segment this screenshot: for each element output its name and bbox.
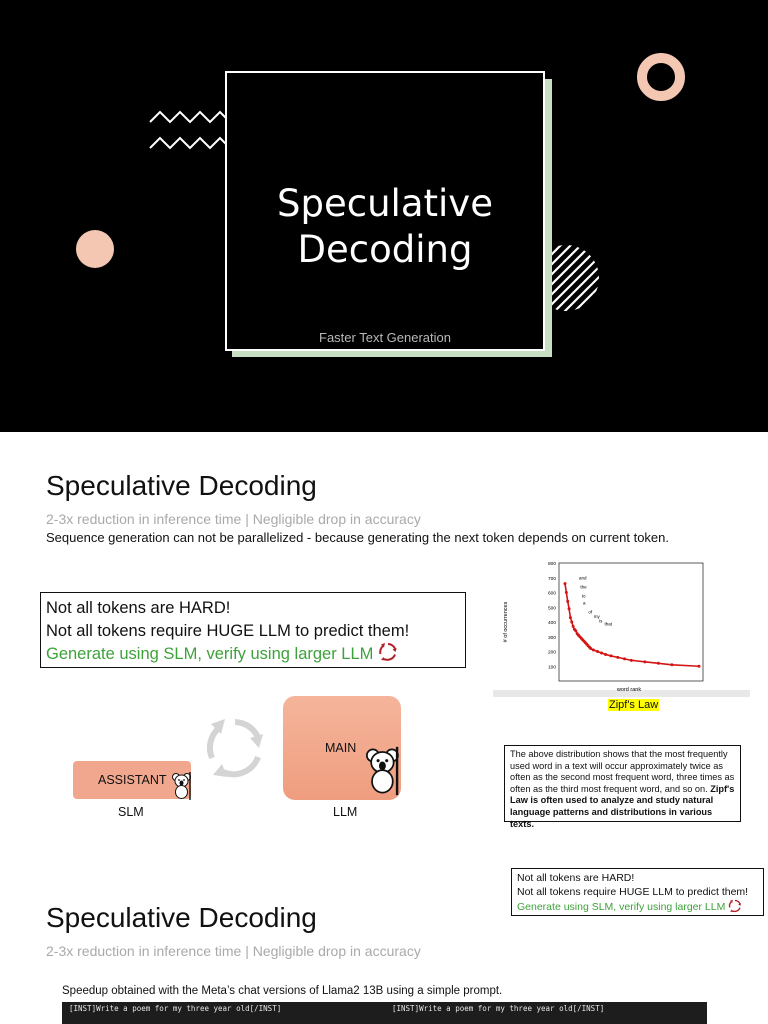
y-tick-label: 200 xyxy=(547,650,556,656)
data-point xyxy=(604,653,607,656)
speedup-caption: Speedup obtained with the Meta’s chat versions of Llama2 13B using a simple prompt. xyxy=(62,985,503,997)
point-label: a xyxy=(583,600,586,606)
main-label: MAIN xyxy=(325,741,357,755)
tokens-small-line-2: Not all tokens require HUGE LLM to predict them! xyxy=(517,886,749,898)
point-label: the xyxy=(580,584,587,590)
tokens-callout xyxy=(40,592,466,668)
y-tick-label: 300 xyxy=(547,635,556,641)
dot-decoration xyxy=(76,230,114,268)
prompt-right: [INST]Write a poem for my three year old[/INST] xyxy=(392,1004,605,1013)
data-point xyxy=(670,663,673,666)
title-box xyxy=(225,71,545,351)
slide-2-title: Speculative Decoding xyxy=(46,470,317,501)
point-label: of xyxy=(588,609,593,615)
chart-plot-area xyxy=(559,563,703,681)
data-point xyxy=(568,607,571,610)
data-point xyxy=(570,621,573,624)
data-point xyxy=(569,616,572,619)
zipf-caption: Zipf's Law xyxy=(609,699,659,711)
point-label: to xyxy=(581,593,586,599)
chart-ylabel: # of occurrences xyxy=(503,601,509,643)
tokens-small-line-3: Generate using SLM, verify using larger LLM xyxy=(517,901,726,913)
title-line-2: Decoding xyxy=(297,228,473,271)
data-point xyxy=(630,659,633,662)
point-label: and xyxy=(579,575,587,581)
zigzag-decoration xyxy=(148,104,228,154)
slm-label: SLM xyxy=(118,805,144,819)
data-point xyxy=(592,649,595,652)
tokens-line-3: Generate using SLM, verify using larger LLM xyxy=(46,645,374,663)
title-slide xyxy=(0,0,768,432)
data-point xyxy=(610,654,613,657)
cycle-icon xyxy=(378,642,398,662)
zipf-description xyxy=(504,745,741,829)
data-point xyxy=(643,660,646,663)
y-tick-label: 500 xyxy=(547,606,556,612)
tokens-line-2: Not all tokens require HUGE LLM to predict them! xyxy=(46,621,410,640)
y-tick-label: 100 xyxy=(547,665,556,671)
koala-icon xyxy=(366,745,404,797)
slide-3-subtitle: 2-3x reduction in inference time | Negligible drop in accuracy xyxy=(46,943,421,959)
data-point xyxy=(589,647,592,650)
data-point xyxy=(564,582,567,585)
ring-decoration xyxy=(637,53,685,101)
cycle-icon-gray xyxy=(203,716,267,780)
slide-title xyxy=(227,181,543,273)
slide-3-title: Speculative Decoding xyxy=(46,902,317,933)
y-tick-label: 800 xyxy=(547,562,556,567)
data-point xyxy=(600,651,603,654)
llm-label: LLM xyxy=(333,805,358,819)
data-point xyxy=(657,662,660,665)
y-tick-label: 700 xyxy=(547,576,556,582)
y-tick-label: 400 xyxy=(547,621,556,626)
prompt-left: [INST]Write a poem for my three year old[/INST] xyxy=(69,1004,282,1013)
data-point xyxy=(565,591,568,594)
y-tick-label: 600 xyxy=(547,591,556,597)
zipf-description-text: The above distribution shows that the most frequently used word in a text will occur approximately twice as often as the second most frequent word, three times as often as the third most frequent word, and so on. xyxy=(510,749,735,794)
point-label: my xyxy=(593,614,600,619)
data-point xyxy=(572,625,575,628)
tokens-small-line-3-wrap xyxy=(517,899,763,914)
slide-2-description: Sequence generation can not be parallelized - because generating the next token depends on current token. xyxy=(46,530,669,545)
koala-icon xyxy=(172,772,194,800)
tokens-line-1: Not all tokens are HARD! xyxy=(46,599,231,617)
zipf-chart xyxy=(493,556,750,697)
data-point xyxy=(574,629,577,632)
tokens-small-line-1: Not all tokens are HARD! xyxy=(517,872,635,884)
data-point xyxy=(623,657,626,660)
chart-xlabel: word rank xyxy=(616,687,642,693)
prompt-bar xyxy=(62,1002,707,1024)
cycle-icon xyxy=(728,899,742,913)
tokens-line-3-wrap xyxy=(46,642,465,666)
data-point xyxy=(698,665,701,668)
point-label: is xyxy=(599,618,603,624)
slide-subtitle: Faster Text Generation xyxy=(319,330,451,345)
data-point xyxy=(566,600,569,603)
title-line-1: Speculative xyxy=(277,182,493,225)
assistant-label: ASSISTANT xyxy=(98,773,167,787)
data-point xyxy=(596,650,599,653)
data-point xyxy=(616,656,619,659)
zipf-description-bold: Zipf's Law is often used to analyze and study natural language patterns and distributions in various texts. xyxy=(510,783,735,829)
tokens-callout-small xyxy=(511,868,764,916)
slide-2-subtitle: 2-3x reduction in inference time | Negligible drop in accuracy xyxy=(46,511,421,527)
point-label: that xyxy=(604,621,612,627)
